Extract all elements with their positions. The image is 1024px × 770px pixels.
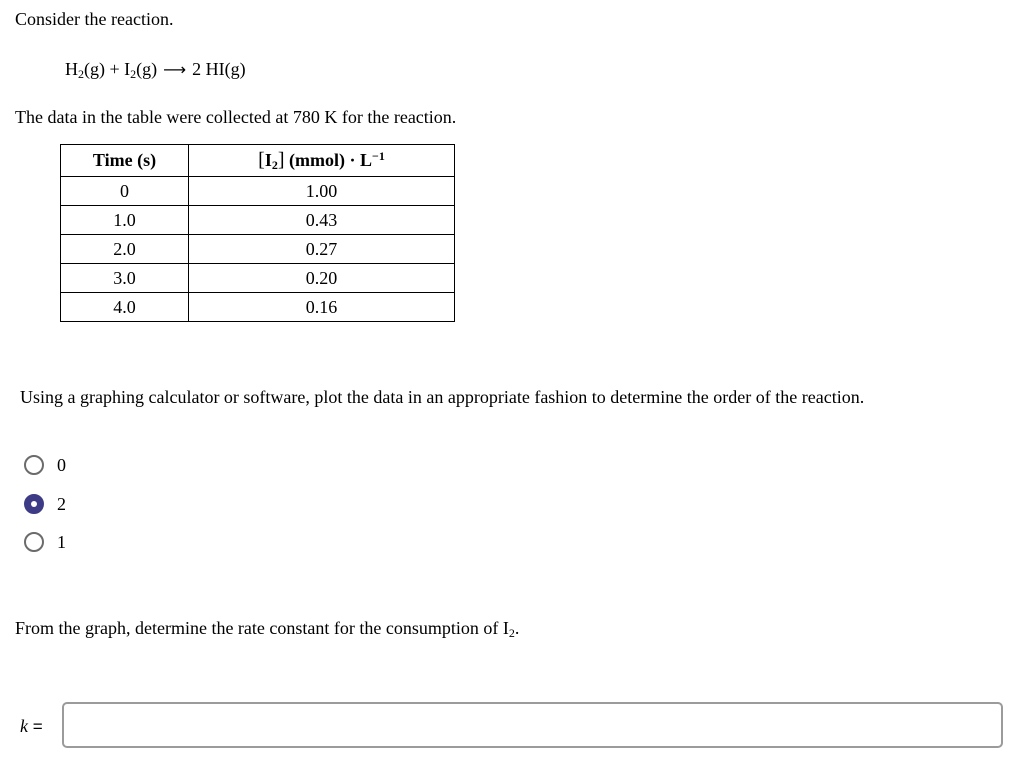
cell-time: 0 (61, 177, 189, 206)
header-concentration (189, 145, 455, 177)
reaction-arrow-icon: ⟶ (163, 60, 187, 79)
table-header-row (61, 145, 455, 177)
equation-h2-state: (g) + I (84, 59, 131, 79)
equation-h2: H (65, 59, 78, 79)
option-order-1[interactable] (24, 531, 66, 553)
rate-question-end: . (514, 618, 520, 638)
table-row (61, 235, 455, 264)
cell-time: 1.0 (61, 206, 189, 235)
cell-time: 4.0 (61, 293, 189, 322)
equation-product: 2 HI(g) (192, 59, 246, 79)
rate-question-text: From the graph, determine the rate constant for the consumption of I (15, 618, 509, 638)
cell-concentration: 1.00 (189, 177, 455, 206)
cell-time: 2.0 (61, 235, 189, 264)
option-order-0[interactable] (24, 454, 66, 476)
header-i-subscript: 2 (271, 157, 278, 172)
k-equals: = (28, 717, 43, 736)
radio-button[interactable] (24, 532, 44, 552)
data-description: The data in the table were collected at 780 K for the reaction. (15, 107, 457, 127)
cell-time: 3.0 (61, 264, 189, 293)
header-close-bracket: ] (277, 148, 285, 171)
option-label: 1 (57, 531, 66, 552)
header-unit-exponent: −1 (372, 148, 385, 163)
table-row (61, 206, 455, 235)
k-variable: k (20, 716, 28, 736)
intro-text: Consider the reaction. (15, 9, 174, 29)
radio-button-selected[interactable] (24, 494, 44, 514)
cell-concentration: 0.27 (189, 235, 455, 264)
rate-question-subscript: 2 (508, 626, 515, 640)
cell-concentration: 0.16 (189, 293, 455, 322)
equation-h2-subscript: 2 (78, 67, 84, 81)
header-unit: (mmol) · L (284, 149, 372, 170)
equation-i2-subscript: 2 (130, 67, 137, 81)
equation-i2-state: (g) (136, 59, 158, 79)
radio-button[interactable] (24, 455, 44, 475)
table-row (61, 177, 455, 206)
rate-constant-input[interactable] (62, 702, 1003, 748)
order-question: Using a graphing calculator or software, plot the data in an appropriate fashion to determine the order of the reaction. (20, 387, 865, 407)
header-time: Time (s) (61, 145, 189, 177)
data-table (60, 144, 455, 322)
header-open-bracket: [ (258, 148, 265, 171)
cell-concentration: 0.20 (189, 264, 455, 293)
cell-concentration: 0.43 (189, 206, 455, 235)
reaction-equation (65, 59, 246, 82)
rate-constant-question (15, 618, 519, 641)
table-row (61, 293, 455, 322)
option-label: 2 (57, 493, 66, 514)
option-order-2[interactable] (24, 493, 66, 515)
option-label: 0 (57, 454, 66, 475)
table-row (61, 264, 455, 293)
header-i: I (264, 149, 272, 170)
k-label (20, 716, 43, 737)
